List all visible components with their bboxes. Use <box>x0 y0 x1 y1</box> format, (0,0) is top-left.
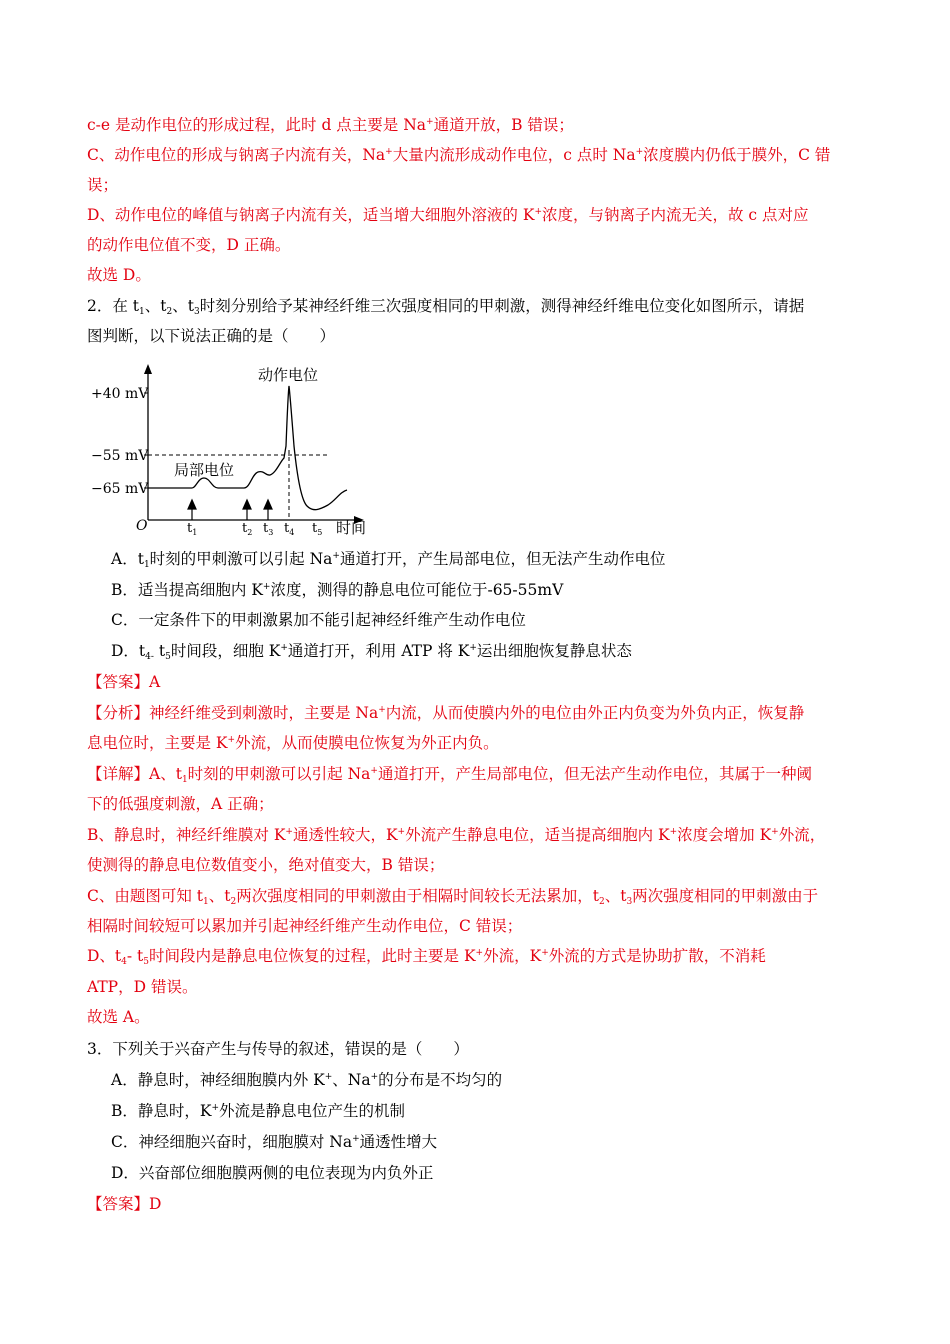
figure-title: 动作电位 <box>258 366 319 384</box>
text-line: 息电位时，主要是 K+外流，从而使膜电位恢复为外正内负。 <box>87 734 499 752</box>
t5-label: $t_5$ <box>312 521 323 537</box>
text-line: 【分析】神经纤维受到刺激时，主要是 Na+内流，从而使膜内外的电位由外正内负变为外负内正，恢复静 <box>87 704 805 722</box>
text-line: 【详解】A、$t_1$时刻的甲刺激可以引起 Na+通道打开，产生局部电位，但无法产生动作电位，其属于一种阈 <box>87 765 812 785</box>
y-tick-label-minus55: −55 mV <box>91 448 149 464</box>
text-line: 【答案】D <box>87 1195 162 1213</box>
text-line: 使测得的静息电位数值变小，绝对值变大，B 错误； <box>87 856 445 874</box>
text-line: 的动作电位值不变，D 正确。 <box>87 236 291 254</box>
text-line: 图判断，以下说法正确的是（ ） <box>87 327 336 345</box>
t1-label: $t_1$ <box>187 521 198 537</box>
text-line: 误； <box>87 176 119 194</box>
y-axis-arrow <box>144 364 152 374</box>
text-line: c-e 是动作电位的形成过程，此时 d 点主要是 Na+通道开放，B 错误； <box>87 116 574 134</box>
local-potential-label: 局部电位 <box>174 461 235 479</box>
text-line: B、静息时，神经纤维膜对 K+通透性较大，K+外流产生静息电位，适当提高细胞内 K+浓度会增加 K+外流， <box>87 826 826 844</box>
text-line: D．兴奋部位细胞膜两侧的电位表现为内负外正 <box>111 1164 434 1182</box>
text-line: C、由题图可知 $t_1$、$t_2$两次强度相同的甲刺激由于相隔时间较长无法累加，$t_2$、$t_3$两次强度相同的甲刺激由于 <box>87 887 819 907</box>
x-axis-label: 时间 <box>336 519 367 537</box>
text-line: C．一定条件下的甲刺激累加不能引起神经纤维产生动作电位 <box>111 611 526 629</box>
text-line: D、$t_4-$ $t_5$时间段内是静息电位恢复的过程，此时主要是 K+外流，K+外流的方式是协助扩散，不消耗 <box>87 947 766 967</box>
text-line: C、动作电位的形成与钠离子内流有关，Na+大量内流形成动作电位，c 点时 Na+浓度膜内仍低于膜外，C 错 <box>87 146 831 164</box>
text-line: B．适当提高细胞内 K+浓度，测得的静息电位可能位于-65-55mV <box>111 581 564 599</box>
stimulus-arrows <box>188 500 272 520</box>
membrane-potential-curve <box>148 386 347 510</box>
text-line: D、动作电位的峰值与钠离子内流有关，适当增大细胞外溶液的 K+浓度，与钠离子内流无关，故 c 点对应 <box>87 206 809 224</box>
y-tick-label-minus65: −65 mV <box>91 481 149 497</box>
text-line: 下的低强度刺激，A 正确； <box>87 795 274 813</box>
text-line: 故选 A。 <box>87 1008 150 1026</box>
text-line: 【答案】A <box>87 673 161 691</box>
action-potential-figure <box>88 360 378 540</box>
t4-label: $t_4$ <box>284 521 295 537</box>
t3-label: $t_3$ <box>263 521 274 537</box>
y-tick-label-40: +40 mV <box>91 386 149 402</box>
text-line: D．$t_{4-}$ $t_5$时间段，细胞 K+通道打开，利用 ATP 将 K+运出细胞恢复静息状态 <box>111 642 632 662</box>
t2-label: $t_2$ <box>242 521 253 537</box>
text-line: 故选 D。 <box>87 266 151 284</box>
text-line: 相隔时间较短可以累加并引起神经纤维产生动作电位，C 错误； <box>87 917 523 935</box>
text-line: C．神经细胞兴奋时，细胞膜对 Na+通透性增大 <box>111 1133 438 1151</box>
text-line: A．静息时，神经细胞膜内外 K+、Na+的分布是不均匀的 <box>111 1071 503 1089</box>
origin-label: O <box>136 518 148 534</box>
text-line: 3．下列关于兴奋产生与传导的叙述，错误的是（ ） <box>87 1040 469 1058</box>
text-line: B．静息时，K+外流是静息电位产生的机制 <box>111 1102 406 1120</box>
text-line: ATP，D 错误。 <box>87 978 198 996</box>
text-line: 2．在 $t_1$、$t_2$、$t_3$时刻分别给予某神经纤维三次强度相同的甲刺激，测得神经纤维电位变化如图所示，请据 <box>87 297 805 317</box>
text-line: A．$t_1$时刻的甲刺激可以引起 Na+通道打开，产生局部电位，但无法产生动作电位 <box>111 550 666 570</box>
